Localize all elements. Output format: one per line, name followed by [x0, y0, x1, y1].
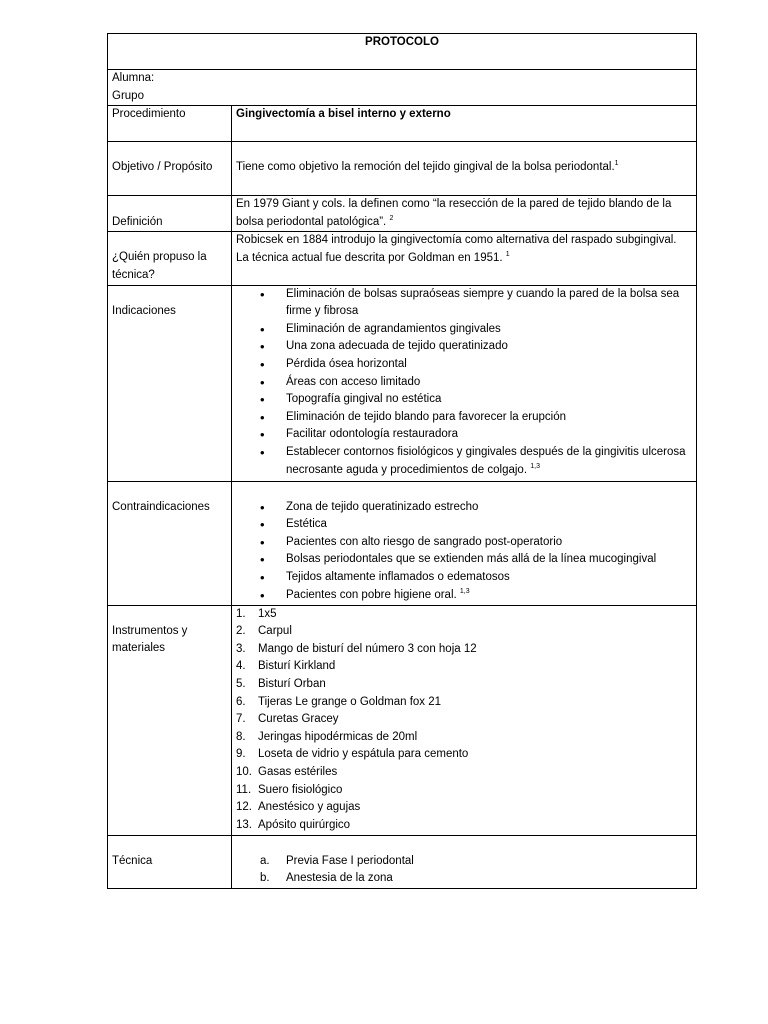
- definicion-label: Definición: [108, 196, 232, 232]
- quien-ref: 1: [505, 251, 510, 259]
- tecnica-cell: [232, 835, 697, 888]
- instrumentos-cell: [232, 605, 697, 835]
- quien-line2-wrap: [236, 250, 692, 268]
- instrumento-item: 12. Anestésico y agujas: [236, 801, 361, 814]
- instrumento-item: 7. Curetas Gracey: [236, 713, 339, 726]
- tecnica-label: Técnica: [108, 835, 232, 888]
- contraindicacion-item: • Estética: [286, 516, 692, 534]
- instrumento-item: 3. Mango de bisturí del número 3 con hoja 12: [236, 642, 477, 655]
- procedimiento-value: Gingivectomía a bisel interno y externo: [232, 106, 697, 142]
- alumna-label: Alumna:: [112, 72, 155, 84]
- contraindicacion-item: • Pacientes con alto riesgo de sangrado post-operatorio: [286, 534, 692, 552]
- indicacion-item: • Eliminación de agrandamientos gingivales: [286, 321, 692, 339]
- objetivo-value: Tiene como objetivo la remoción del tejido gingival de la bolsa periodontal.: [236, 161, 615, 174]
- quien-label: ¿Quién propuso la técnica?: [108, 232, 232, 285]
- instrumento-item: 13. Apósito quirúrgico: [236, 818, 351, 831]
- indicacion-item: • Facilitar odontología restauradora: [286, 426, 692, 444]
- instrumento-item: 8. Jeringas hipodérmicas de 20ml: [236, 730, 418, 743]
- instrumento-item: 6. Tijeras Le grange o Goldman fox 21: [236, 695, 442, 708]
- contraindicacion-item: • Pacientes con pobre higiene oral. $^{1,3}$: [286, 587, 692, 605]
- indicaciones-row: [108, 285, 697, 481]
- contraindicacion-item: • Zona de tejido queratinizado estrecho: [286, 499, 692, 517]
- quien-row: [108, 232, 697, 285]
- tecnica-item: a. Previa Fase I periodontal: [260, 854, 414, 867]
- instrumento-item: 11. Suero fisiológico: [236, 783, 343, 796]
- procedimiento-label: Procedimiento: [108, 106, 232, 142]
- instrumento-item: 4. Bisturí Kirkland: [236, 660, 336, 673]
- tecnica-row: [108, 835, 697, 888]
- title-row: [108, 34, 697, 70]
- indicacion-item: • Topografía gingival no estética: [286, 391, 692, 409]
- indicacion-item: • Una zona adecuada de tejido queratinizado: [286, 338, 692, 356]
- procedimiento-row: [108, 106, 697, 142]
- contraindicaciones-cell: [232, 481, 697, 605]
- indicacion-item: • Áreas con acceso limitado: [286, 374, 692, 392]
- objetivo-label: Objetivo / Propósito: [108, 142, 232, 196]
- contraindicaciones-list: [236, 499, 692, 605]
- objetivo-cell: [232, 142, 697, 196]
- instrumento-item: 2. Carpul: [236, 625, 292, 638]
- instrumento-item: 5. Bisturí Orban: [236, 677, 326, 690]
- definicion-row: [108, 196, 697, 232]
- tecnica-list: [236, 853, 692, 888]
- instrumento-item: 1. 1x5: [236, 607, 277, 620]
- objetivo-row: [108, 142, 697, 196]
- alumna-cell: [108, 70, 697, 106]
- quien-line2: La técnica actual fue descrita por Goldman en 1951.: [236, 251, 503, 264]
- protocol-table: [107, 33, 697, 889]
- alumna-row: [108, 70, 697, 106]
- definicion-cell: [232, 196, 697, 232]
- instrumento-item: 9. Loseta de vidrio y espátula para cemento: [236, 748, 469, 761]
- indicacion-item: • Eliminación de bolsas supraóseas siempre y cuando la pared de la bolsa sea firme y fibrosa: [286, 286, 692, 321]
- instrumentos-row: [108, 605, 697, 835]
- quien-cell: [232, 232, 697, 285]
- contraindicaciones-label: Contraindicaciones: [108, 481, 232, 605]
- objetivo-ref: 1: [614, 160, 619, 168]
- grupo-label: Grupo: [112, 89, 144, 102]
- quien-line1: Robicsek en 1884 introdujo la gingivectomía como alternativa del raspado subgingival.: [236, 234, 677, 247]
- instrumentos-list: [236, 606, 692, 835]
- indicacion-item: • Pérdida ósea horizontal: [286, 356, 692, 374]
- tecnica-item: b. Anestesia de la zona: [260, 872, 393, 885]
- contraindicacion-item: • Bolsas periodontales que se extienden más allá de la línea mucogingival: [286, 551, 692, 569]
- indicaciones-cell: [232, 285, 697, 481]
- instrumento-item: 10. Gasas estériles: [236, 765, 338, 778]
- indicaciones-label: Indicaciones: [108, 285, 232, 481]
- instrumentos-label: Instrumentos y materiales: [108, 605, 232, 835]
- definicion-value: En 1979 Giant y cols. la definen como “la resección de la pared de tejido blando de la bolsa periodontal patológica”.: [236, 198, 672, 228]
- definicion-ref: 2: [389, 214, 394, 222]
- contraindicacion-item: • Tejidos altamente inflamados o edematosos: [286, 569, 692, 587]
- indicacion-item: • Establecer contornos fisiológicos y gingivales después de la gingivitis ulcerosa necrosante aguda y procedimientos de colgajo. $^{1,3}$: [286, 444, 692, 479]
- indicaciones-list: [236, 286, 692, 480]
- contraindicaciones-row: [108, 481, 697, 605]
- indicacion-item: • Eliminación de tejido blando para favorecer la erupción: [286, 409, 692, 427]
- protocol-title: PROTOCOLO: [108, 34, 697, 70]
